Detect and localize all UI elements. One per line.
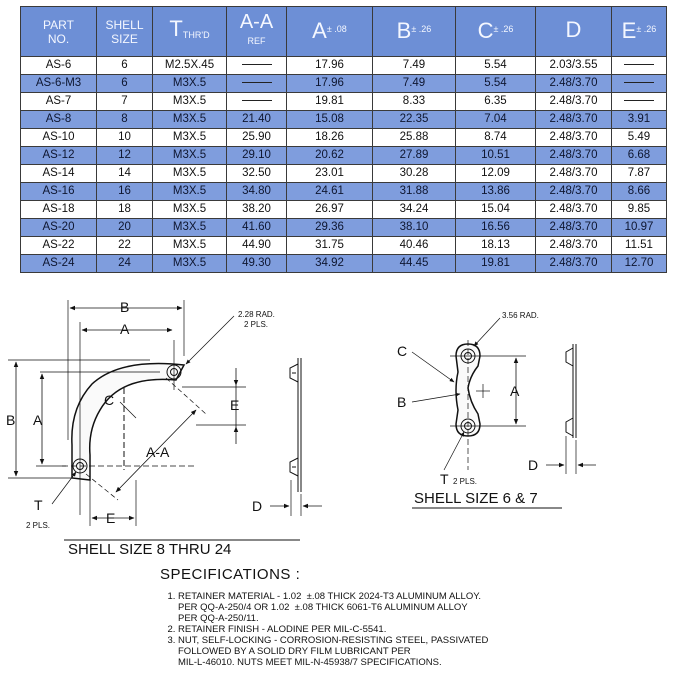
cell-c: 8.74 — [456, 129, 536, 147]
spec-item — [178, 635, 660, 668]
header-part-no-line2: NO. — [47, 31, 70, 46]
cell-shell: 14 — [97, 165, 153, 183]
cell-a: 23.01 — [287, 165, 373, 183]
spec-line: MIL-L-46010. NUTS MEET MIL-N-45938/7 SPECIFICATIONS. — [178, 657, 442, 668]
header-thread-sub: THR'D — [182, 29, 210, 40]
cell-shell: 18 — [97, 201, 153, 219]
header-thread — [153, 7, 227, 57]
cell-part: AS-6-M3 — [21, 75, 97, 93]
cell-a: 17.96 — [287, 75, 373, 93]
cell-d: 2.03/3.55 — [536, 57, 612, 75]
cell-b: 7.49 — [373, 57, 456, 75]
drawing-shell-8-24 — [8, 300, 322, 540]
spec-line: PER QQ-A-250/4 OR 1.02 ±.08 THICK 6061-T6 ALUMINUM ALLOY — [178, 602, 468, 613]
header-e — [612, 7, 667, 57]
cell-d: 2.48/3.70 — [536, 129, 612, 147]
cell-d: 2.48/3.70 — [536, 201, 612, 219]
label-a-top: A — [120, 321, 130, 337]
label-d-large: D — [252, 498, 263, 514]
cell-a: 17.96 — [287, 57, 373, 75]
table-row — [21, 57, 667, 75]
cell-d: 2.48/3.70 — [536, 75, 612, 93]
cell-shell: 20 — [97, 219, 153, 237]
label-b-top: B — [120, 299, 130, 315]
table-header-row — [21, 7, 667, 57]
retainer-body-large — [72, 364, 184, 480]
dash-placeholder — [624, 100, 654, 101]
cell-b: 34.24 — [373, 201, 456, 219]
cell-d: 2.48/3.70 — [536, 147, 612, 165]
label-c-small: C — [397, 343, 408, 359]
cell-thread: M3X.5 — [153, 165, 227, 183]
cell-e: 5.49 — [612, 129, 667, 147]
cell-b: 31.88 — [373, 183, 456, 201]
label-t-pls-small: 2 PLS. — [453, 477, 478, 486]
table-row — [21, 165, 667, 183]
cell-d: 2.48/3.70 — [536, 255, 612, 273]
dash-placeholder — [242, 100, 272, 101]
cell-b: 27.89 — [373, 147, 456, 165]
cell-part: AS-20 — [21, 219, 97, 237]
cell-part: AS-7 — [21, 93, 97, 111]
cell-shell: 6 — [97, 57, 153, 75]
cell-a: 29.36 — [287, 219, 373, 237]
side-view-small — [566, 344, 576, 438]
cell-d: 2.48/3.70 — [536, 165, 612, 183]
caption-shell-8-24: SHELL SIZE 8 THRU 24 — [68, 541, 232, 558]
dash-placeholder — [624, 64, 654, 65]
cell-a: 15.08 — [287, 111, 373, 129]
cell-c: 18.13 — [456, 237, 536, 255]
cell-a: 20.62 — [287, 147, 373, 165]
cell-e: 10.97 — [612, 219, 667, 237]
cell-part: AS-8 — [21, 111, 97, 129]
cell-part: AS-18 — [21, 201, 97, 219]
spec-item — [178, 624, 660, 635]
header-part-no-line1: PART — [43, 17, 74, 32]
table-body — [21, 57, 667, 273]
cell-e: 6.68 — [612, 147, 667, 165]
cell-thread: M3X.5 — [153, 129, 227, 147]
header-shell-size-line2: SIZE — [111, 31, 138, 46]
cell-c: 15.04 — [456, 201, 536, 219]
caption-shell-6-7: SHELL SIZE 6 & 7 — [414, 490, 538, 507]
cell-e — [612, 75, 667, 93]
cell-e: 9.85 — [612, 201, 667, 219]
table-row — [21, 201, 667, 219]
cell-shell: 7 — [97, 93, 153, 111]
label-c-large: C — [104, 392, 115, 408]
header-c-tol: ± .26 — [493, 24, 514, 34]
spec-line: 3. NUT, SELF-LOCKING - CORROSION-RESISTING STEEL, PASSIVATED — [178, 635, 489, 646]
label-t-pls-large: 2 PLS. — [26, 521, 51, 530]
cell-aa: 21.40 — [227, 111, 287, 129]
cell-a: 19.81 — [287, 93, 373, 111]
cell-b: 40.46 — [373, 237, 456, 255]
labels-shell-8-24 — [6, 299, 275, 558]
specifications-title: SPECIFICATIONS : — [160, 566, 301, 583]
cell-c: 19.81 — [456, 255, 536, 273]
cell-d: 2.48/3.70 — [536, 93, 612, 111]
header-aa — [227, 7, 287, 57]
cell-e: 12.70 — [612, 255, 667, 273]
header-b-tol: ± .26 — [411, 24, 432, 34]
header-e-main: E — [621, 18, 637, 43]
table-row — [21, 111, 667, 129]
cell-thread: M3X.5 — [153, 219, 227, 237]
cell-part: AS-22 — [21, 237, 97, 255]
header-part-no — [21, 7, 97, 57]
rad-note-line2: 2 PLS. — [244, 320, 269, 329]
spec-line: FOLLOWED BY A SOLID DRY FILM LUBRICANT PER — [178, 646, 411, 657]
cell-shell: 6 — [97, 75, 153, 93]
cell-c: 7.04 — [456, 111, 536, 129]
cell-thread: M3X.5 — [153, 75, 227, 93]
cell-part: AS-10 — [21, 129, 97, 147]
cell-b: 38.10 — [373, 219, 456, 237]
cell-c: 5.54 — [456, 57, 536, 75]
technical-drawings — [0, 290, 676, 560]
header-e-tol: ± .26 — [636, 24, 657, 34]
label-e-bottom: E — [106, 510, 116, 526]
cell-c: 5.54 — [456, 75, 536, 93]
cell-shell: 10 — [97, 129, 153, 147]
cell-c: 13.86 — [456, 183, 536, 201]
side-view-large — [290, 358, 301, 492]
cell-shell: 12 — [97, 147, 153, 165]
cell-aa: 25.90 — [227, 129, 287, 147]
label-b-left: B — [6, 412, 16, 428]
cell-aa — [227, 93, 287, 111]
header-aa-sub: REF — [247, 36, 266, 46]
label-e-right: E — [230, 397, 240, 413]
cell-b: 44.45 — [373, 255, 456, 273]
cell-aa: 38.20 — [227, 201, 287, 219]
specifications-section — [160, 566, 660, 668]
cell-e: 11.51 — [612, 237, 667, 255]
cell-c: 12.09 — [456, 165, 536, 183]
dash-placeholder — [242, 82, 272, 83]
cell-part: AS-16 — [21, 183, 97, 201]
cell-a: 34.92 — [287, 255, 373, 273]
label-aa: A-A — [146, 444, 170, 460]
cell-aa — [227, 75, 287, 93]
rad-note-small: 3.56 RAD. — [502, 311, 539, 320]
cell-e: 3.91 — [612, 111, 667, 129]
header-shell-size — [97, 7, 153, 57]
cell-e: 7.87 — [612, 165, 667, 183]
spec-line: 2. RETAINER FINISH - ALODINE PER MIL-C-5541. — [178, 624, 387, 635]
dimension-table — [20, 6, 667, 273]
cell-d: 2.48/3.70 — [536, 111, 612, 129]
cell-thread: M3X.5 — [153, 183, 227, 201]
cell-b: 30.28 — [373, 165, 456, 183]
dash-placeholder — [242, 64, 272, 65]
header-d — [536, 7, 612, 57]
cell-c: 6.35 — [456, 93, 536, 111]
cell-e — [612, 93, 667, 111]
spec-line: 1. RETAINER MATERIAL - 1.02 ±.08 THICK 2024-T3 ALUMINUM ALLOY. — [178, 591, 481, 602]
cell-a: 24.61 — [287, 183, 373, 201]
cell-aa: 44.90 — [227, 237, 287, 255]
cell-thread: M3X.5 — [153, 201, 227, 219]
cell-thread: M3X.5 — [153, 93, 227, 111]
header-a — [287, 7, 373, 57]
spec-line: PER QQ-A-250/11. — [178, 613, 259, 624]
header-aa-main: A-A — [239, 11, 274, 33]
cell-d: 2.48/3.70 — [536, 219, 612, 237]
cell-aa: 29.10 — [227, 147, 287, 165]
label-a-small: A — [510, 383, 520, 399]
cell-d: 2.48/3.70 — [536, 183, 612, 201]
table-row — [21, 75, 667, 93]
cell-b: 8.33 — [373, 93, 456, 111]
label-b-small: B — [397, 394, 407, 410]
cell-a: 26.97 — [287, 201, 373, 219]
header-c-main: C — [477, 18, 494, 43]
cell-a: 18.26 — [287, 129, 373, 147]
header-b-main: B — [396, 18, 412, 43]
cell-thread: M2.5X.45 — [153, 57, 227, 75]
header-a-tol: ± .08 — [326, 24, 347, 34]
cell-aa: 49.30 — [227, 255, 287, 273]
cell-shell: 24 — [97, 255, 153, 273]
cell-aa: 34.80 — [227, 183, 287, 201]
cell-thread: M3X.5 — [153, 255, 227, 273]
table-row — [21, 237, 667, 255]
cell-aa: 32.50 — [227, 165, 287, 183]
label-t-small: T — [440, 471, 449, 487]
header-a-main: A — [312, 18, 327, 43]
cell-e: 8.66 — [612, 183, 667, 201]
header-d-main: D — [565, 17, 582, 42]
header-thread-main: T — [169, 15, 183, 41]
header-c — [456, 7, 536, 57]
header-b — [373, 7, 456, 57]
cell-b: 22.35 — [373, 111, 456, 129]
dash-placeholder — [624, 82, 654, 83]
cell-c: 10.51 — [456, 147, 536, 165]
cell-thread: M3X.5 — [153, 147, 227, 165]
cell-part: AS-6 — [21, 57, 97, 75]
table-row — [21, 255, 667, 273]
cell-aa — [227, 57, 287, 75]
cell-d: 2.48/3.70 — [536, 237, 612, 255]
cell-thread: M3X.5 — [153, 237, 227, 255]
cell-thread: M3X.5 — [153, 111, 227, 129]
label-d-small: D — [528, 457, 539, 473]
specifications-list — [160, 591, 660, 668]
spec-item — [178, 591, 660, 624]
cell-shell: 16 — [97, 183, 153, 201]
cell-aa: 41.60 — [227, 219, 287, 237]
cell-c: 16.56 — [456, 219, 536, 237]
cell-b: 25.88 — [373, 129, 456, 147]
cell-shell: 22 — [97, 237, 153, 255]
cell-shell: 8 — [97, 111, 153, 129]
header-shell-size-line1: SHELL — [105, 17, 144, 32]
cell-e — [612, 57, 667, 75]
cell-part: AS-24 — [21, 255, 97, 273]
label-t-large: T — [34, 497, 43, 513]
table-row — [21, 219, 667, 237]
cell-a: 31.75 — [287, 237, 373, 255]
table-row — [21, 147, 667, 165]
cell-part: AS-14 — [21, 165, 97, 183]
table-row — [21, 129, 667, 147]
table-row — [21, 93, 667, 111]
cell-b: 7.49 — [373, 75, 456, 93]
table-row — [21, 183, 667, 201]
label-a-left: A — [33, 412, 43, 428]
cell-part: AS-12 — [21, 147, 97, 165]
rad-note-line1: 2.28 RAD. — [238, 310, 275, 319]
